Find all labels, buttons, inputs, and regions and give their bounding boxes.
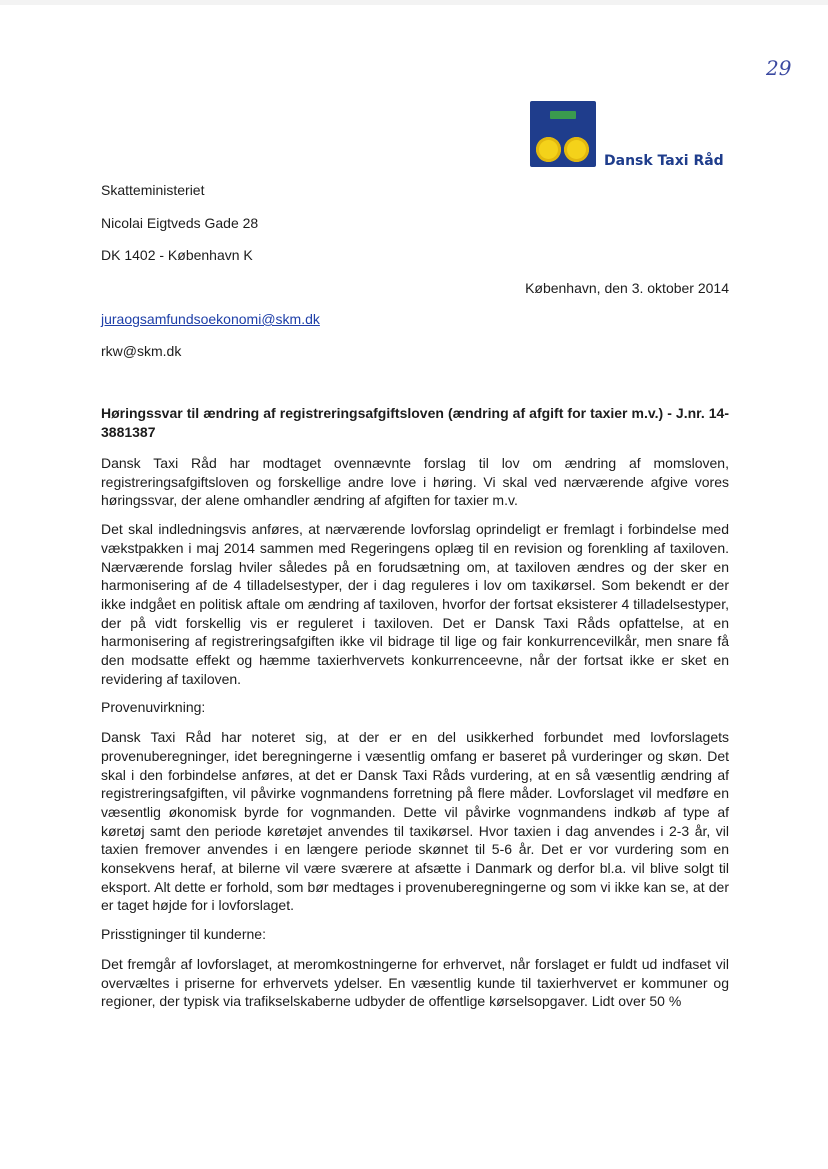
recipient-city: DK 1402 - København K (101, 247, 253, 263)
email-link-primary[interactable]: juraogsamfundsoekonomi@skm.dk (101, 311, 320, 327)
dansk-taxi-raad-logo (530, 101, 730, 173)
logo-name: Dansk Taxi Råd (604, 153, 724, 169)
paragraph-prisstigninger: Det fremgår af lovforslaget, at meromkostningerne for erhvervet, når forslaget er fuldt ud indfaset vil overvæltes i priserne for erhvervets ydelser. En væsentlig kunde til taxierhvervet er kommuner og regioner, der typisk via trafikselskaberne udbyder de offentlige kørselsopgaver. Lidt over 50 % (101, 955, 729, 1010)
handwritten-page-number: 29 (766, 56, 792, 80)
paragraph-provenuvirkning: Dansk Taxi Råd har noteret sig, at der er en del usikkerhed forbundet med lovforslagets provenuberegninger, idet beregningerne i væsentlig omfang er baseret på vurderinger og skøn. Det skal i den forbindelse anføres, at det er Dansk Taxi Råds vurdering, at en så væsentlig ændring af registreringsafgiften, vil påvirke vognmandens forretning på flere måder. Lovforslaget vil medføre en væsentlig økonomisk byrde for vognmanden. Dette vil påvirke vognmandens indkøb af type af køretøj samt den periode køretøjet anvendes til taxikørsel. Hvor taxien i dag anvendes i 2-3 år, vil taxien fremover anvendes i en længere periode skønnet til 5-6 år. Det er vor vurdering som en konsekvens heraf, at bilerne vil være sværere at afsætte i Danmark og derfor bl.a. vil blive solgt til eksport. Alt dette er forhold, som bør medtages i provenuberegningerne og som vi ikke kan se, at der er taget højde for i lovforslaget. (101, 729, 729, 914)
letter-date: København, den 3. oktober 2014 (525, 280, 729, 296)
taxi-sign-icon (530, 101, 596, 167)
page-top-edge (0, 0, 828, 5)
recipient-street: Nicolai Eigtveds Gade 28 (101, 215, 259, 231)
letter-body (101, 404, 729, 1021)
recipient-name: Skatteministeriet (101, 182, 205, 198)
email-secondary: rkw@skm.dk (101, 343, 182, 359)
letter-subject: Høringssvar til ændring af registreringsafgiftsloven (ændring af afgift for taxier m.v.) - J.nr. 14-3881387 (101, 405, 729, 440)
paragraph-intro: Dansk Taxi Råd har modtaget ovennævnte forslag til lov om ændring af momsloven, registreringsafgiftsloven og forskellige andre love i høring. Vi skal ved nærværende afgive vores høringssvar, der alene omhandler ændring af afgiften for taxier m.v. (101, 455, 729, 509)
heading-provenuvirkning: Provenuvirkning: (101, 699, 206, 716)
heading-prisstigninger: Prisstigninger til kunderne: (101, 926, 266, 943)
paragraph-background: Det skal indledningsvis anføres, at nærværende lovforslag oprindeligt er fremlagt i forbindelse med vækstpakken i maj 2014 sammen med Regeringens oplæg til en revision og forenkling af taxiloven. Nærværende forslag hviler således på en forudsætning om, at taxiloven ændres og der sker en harmonisering af de 4 tilladelsestyper, der i dag reguleres i lov om taxikørsel. Som bekendt er der ikke indgået en politisk aftale om ændring af taxiloven, hvorfor der fortsat eksisterer 4 tilladelsestyper, der på vidt forskellig vis er reguleret i taxiloven. Det er Dansk Taxi Råds opfattelse, at en harmonisering af registreringsafgiften ikke vil bidrage til lige og fair konkurrencevilkår, men snare få den modsatte effekt og hæmme taxierhvervets konkurrenceevne, når der fortsat ikke er sket en revidering af taxiloven. (101, 521, 729, 687)
